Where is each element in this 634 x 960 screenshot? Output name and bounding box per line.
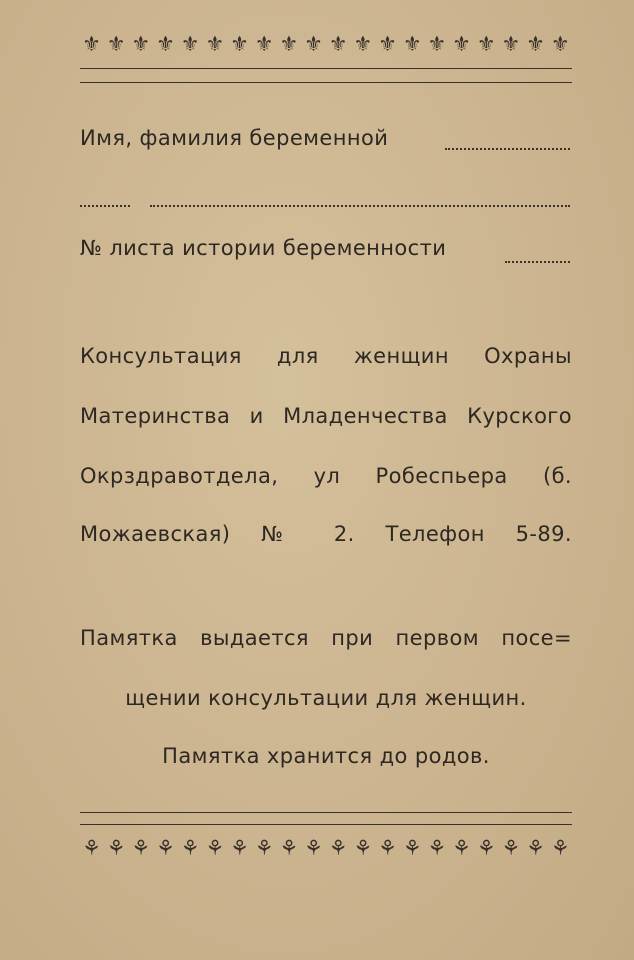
fleur-ornament-icon: ⚘ [353, 836, 373, 860]
pregnant-name-label: Имя, фамилия беременной [80, 126, 389, 150]
pregnant-name-field[interactable] [445, 148, 570, 150]
fleur-ornament-icon: ⚘ [304, 836, 323, 860]
note-line-3: Памятка хранится до родов. [162, 744, 490, 768]
fleur-ornament-icon: ⚜ [254, 32, 274, 56]
fleur-ornament-icon: ⚜ [205, 32, 225, 56]
fleur-ornament-icon: ⚜ [230, 32, 249, 56]
fleur-ornament-icon: ⚘ [328, 836, 348, 860]
fleur-ornament-icon: ⚜ [328, 32, 348, 56]
fleur-ornament-icon: ⚜ [304, 32, 323, 56]
fleur-ornament-icon: ⚘ [279, 836, 299, 860]
fleur-ornament-icon: ⚘ [402, 836, 422, 860]
address-line-3: Окрздравотдела, ул Робеспьера (б. [80, 464, 572, 488]
fleur-ornament-icon: ⚜ [550, 32, 570, 56]
address-line-4: Можаевская) № 2. Телефон 5-89. [80, 522, 572, 546]
fleur-ornament-icon: ⚜ [106, 32, 126, 56]
note-line-1: Памятка выдается при первом посе= [80, 626, 572, 650]
top-divider-thin [80, 82, 572, 83]
fleur-ornament-icon: ⚜ [82, 32, 101, 56]
fleur-ornament-icon: ⚜ [353, 32, 373, 56]
fleur-ornament-icon: ⚘ [550, 836, 570, 860]
fleur-ornament-icon: ⚜ [452, 32, 471, 56]
fleur-ornament-icon: ⚜ [526, 32, 545, 56]
fleur-ornament-icon: ⚜ [279, 32, 299, 56]
top-divider [80, 68, 572, 69]
top-ornament-border [80, 32, 572, 56]
fleur-ornament-icon: ⚜ [427, 32, 447, 56]
fleur-ornament-icon: ⚜ [180, 32, 200, 56]
bottom-ornament-border [80, 836, 572, 860]
fleur-ornament-icon: ⚜ [131, 32, 151, 56]
bottom-divider [80, 812, 572, 813]
pregnant-name-field-continuation[interactable] [150, 205, 570, 207]
fleur-ornament-icon: ⚘ [230, 836, 249, 860]
fleur-ornament-icon: ⚜ [156, 32, 175, 56]
address-line-1: Консультация для женщин Охраны [80, 344, 572, 368]
fleur-ornament-icon: ⚘ [476, 836, 496, 860]
fleur-ornament-icon: ⚘ [106, 836, 126, 860]
fleur-ornament-icon: ⚘ [180, 836, 200, 860]
fleur-ornament-icon: ⚘ [205, 836, 225, 860]
fleur-ornament-icon: ⚘ [156, 836, 175, 860]
fleur-ornament-icon: ⚜ [402, 32, 422, 56]
note-line-2: щении консультации для женщин. [125, 686, 527, 710]
fleur-ornament-icon: ⚘ [427, 836, 447, 860]
fleur-ornament-icon: ⚘ [131, 836, 151, 860]
fleur-ornament-icon: ⚜ [378, 32, 397, 56]
fleur-ornament-icon: ⚘ [501, 836, 521, 860]
fleur-ornament-icon: ⚘ [526, 836, 545, 860]
fleur-ornament-icon: ⚜ [476, 32, 496, 56]
fleur-ornament-icon: ⚜ [501, 32, 521, 56]
fleur-ornament-icon: ⚘ [82, 836, 101, 860]
pregnant-name-field-continuation-start[interactable] [80, 205, 130, 207]
bottom-divider-thin [80, 824, 572, 825]
history-number-field[interactable] [505, 261, 570, 263]
address-line-2: Материнства и Младенчества Курского [80, 404, 572, 428]
fleur-ornament-icon: ⚘ [254, 836, 274, 860]
fleur-ornament-icon: ⚘ [452, 836, 471, 860]
fleur-ornament-icon: ⚘ [378, 836, 397, 860]
history-number-label: № листа истории беременности [80, 236, 447, 260]
